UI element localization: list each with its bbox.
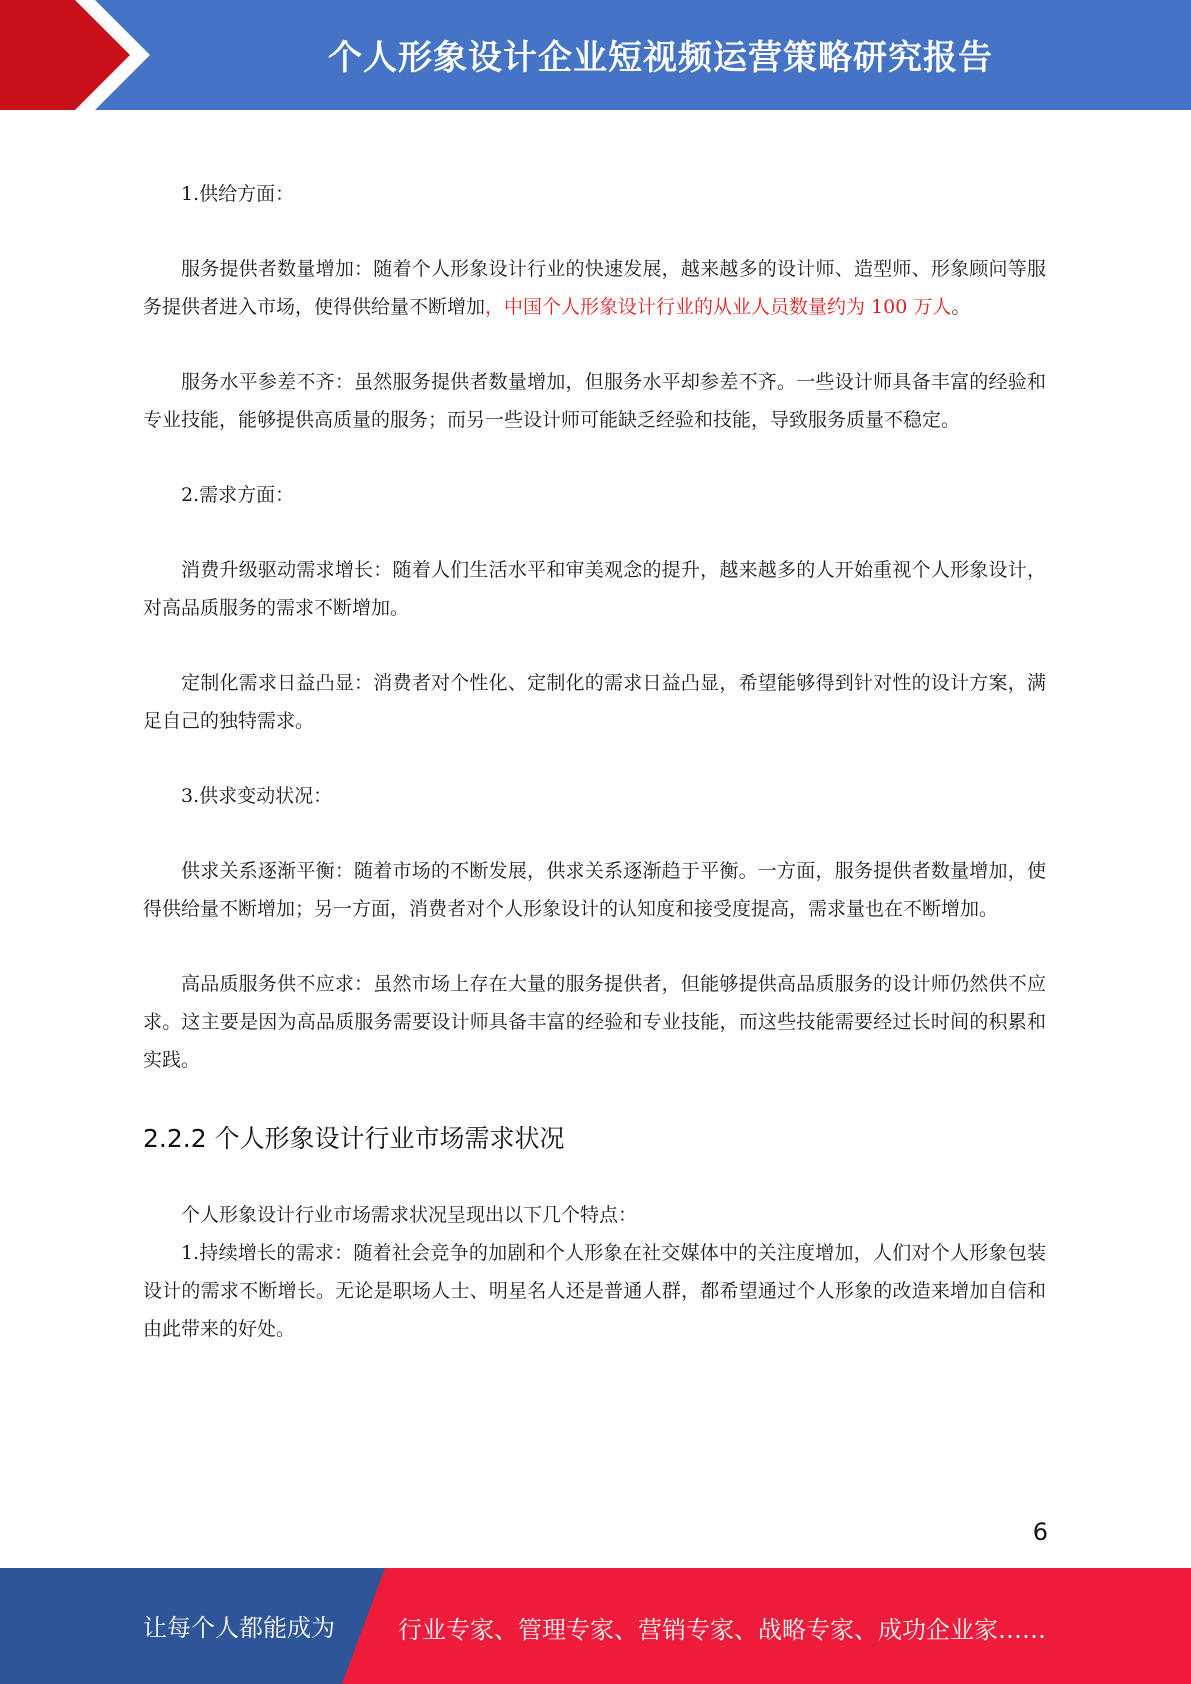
header-banner	[0, 0, 1191, 110]
section-heading: 2.2.2 个人形象设计行业市场需求状况	[143, 1124, 565, 1153]
document-body	[143, 175, 1046, 1348]
paragraph-supply-providers	[143, 250, 1046, 326]
paragraph-growing-demand: 1.持续增长的需求：随着社会竞争的加剧和个人形象在社交媒体中的关注度增加，人们对个人形象包装设计的需求不断增长。无论是职场人士、明星名人还是普通人群，都希望通过个人形象的改造来增加自信和由此带来的好处。	[143, 1242, 1046, 1340]
footer-banner	[0, 1568, 1191, 1684]
supply-providers-end: 。	[951, 296, 971, 318]
footer-slogan-left: 让每个人都能成为	[143, 1614, 335, 1642]
paragraph-demand-intro: 个人形象设计行业市场需求状况呈现出以下几个特点：	[181, 1204, 638, 1226]
highlighted-statistic: ，中国个人形象设计行业的从业人员数量约为 100 万人	[485, 296, 952, 318]
footer-slogan-right: 行业专家、管理专家、营销专家、战略专家、成功企业家……	[398, 1616, 1046, 1644]
paragraph-balance: 供求关系逐渐平衡：随着市场的不断发展，供求关系逐渐趋于平衡。一方面，服务提供者数量增加，使得供给量不断增加；另一方面，消费者对个人形象设计的认知度和接受度提高，需求量也在不断增加。	[143, 860, 1046, 920]
paragraph-demand-heading: 2.需求方面：	[181, 484, 295, 506]
document-title: 个人形象设计企业短视频运营策略研究报告	[328, 38, 993, 78]
paragraph-service-level: 服务水平参差不齐：虽然服务提供者数量增加，但服务水平却参差不齐。一些设计师具备丰富的经验和专业技能，能够提供高质量的服务；而另一些设计师可能缺乏经验和技能，导致服务质量不稳定。	[143, 371, 1046, 431]
paragraph-supply-heading: 1.供给方面：	[181, 183, 295, 205]
paragraph-supply-demand-heading: 3.供求变动状况：	[181, 785, 333, 807]
supply-providers-text: 服务提供者数量增加：随着个人形象设计行业的快速发展，越来越多的设计师、造型师、形象顾问等服务提供者进入市场，使得供给量不断增加	[143, 258, 1046, 318]
paragraph-high-quality: 高品质服务供不应求：虽然市场上存在大量的服务提供者，但能够提供高品质服务的设计师仍然供不应求。这主要是因为高品质服务需要设计师具备丰富的经验和专业技能，而这些技能需要经过长时间的积累和实践。	[143, 973, 1046, 1071]
paragraph-consumption-upgrade: 消费升级驱动需求增长：随着人们生活水平和审美观念的提升，越来越多的人开始重视个人形象设计，对高品质服务的需求不断增加。	[143, 559, 1046, 619]
paragraph-customization: 定制化需求日益凸显：消费者对个性化、定制化的需求日益凸显，希望能够得到针对性的设计方案，满足自己的独特需求。	[143, 672, 1046, 732]
page-number: 6	[1032, 1518, 1048, 1546]
